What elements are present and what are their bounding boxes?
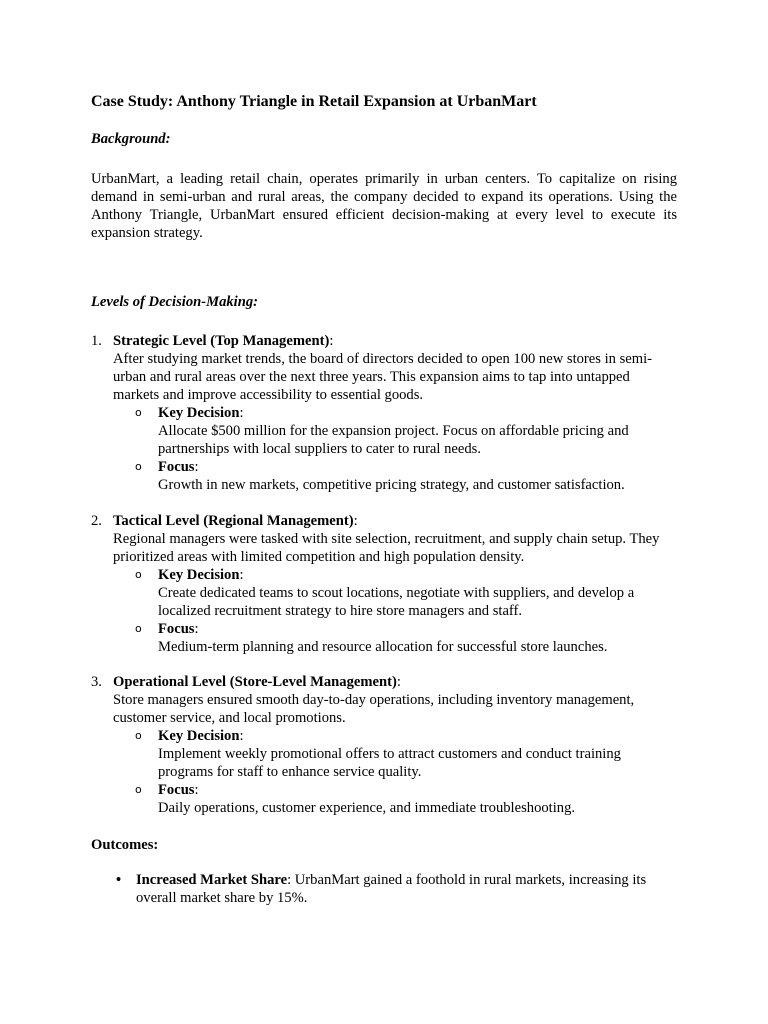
list-item xyxy=(116,871,677,907)
circle-bullet-icon: o xyxy=(135,622,142,635)
outcomes-list xyxy=(91,871,677,907)
circle-bullet-icon: o xyxy=(135,460,142,473)
level-title: Operational Level (Store-Level Management) xyxy=(113,674,397,690)
key-decision-text: Allocate $500 million for the expansion project. Focus on affordable pricing and partnerships with local suppliers to cater to rural needs. xyxy=(158,423,629,457)
focus-item: o Focus: Growth in new markets, competitive pricing strategy, and customer satisfaction. xyxy=(158,458,677,494)
key-decision-item: o Key Decision: Implement weekly promotional offers to attract customers and conduct training programs for staff to enhance service quality. xyxy=(158,727,677,781)
circle-bullet-icon: o xyxy=(135,783,142,796)
level-heading: Tactical Level (Regional Management): xyxy=(113,513,358,529)
outcome-text: : UrbanMart gained a foothold in rural markets, increasing its overall market share by 15%. xyxy=(136,872,647,906)
focus-label: Focus xyxy=(158,621,195,637)
key-decision-label: Key Decision xyxy=(158,567,240,583)
focus-item: o Focus: Daily operations, customer experience, and immediate troubleshooting. xyxy=(158,781,677,817)
key-decision-item: o Key Decision: Create dedicated teams to scout locations, negotiate with suppliers, and develop a localized recruitment strategy to hire store managers and staff. xyxy=(158,566,677,620)
focus-text: Growth in new markets, competitive pricing strategy, and customer satisfaction. xyxy=(158,477,625,493)
focus-label: Focus xyxy=(158,459,195,475)
bullet-dot-icon: • xyxy=(116,872,122,888)
focus-text: Daily operations, customer experience, and immediate troubleshooting. xyxy=(158,800,576,816)
circle-bullet-icon: o xyxy=(135,568,142,581)
circle-bullet-icon: o xyxy=(135,406,142,419)
level-description: After studying market trends, the board of directors decided to open 100 new stores in semi-urban and rural areas over the next three years. This expansion aims to tap into untapped markets and improve accessibility to essential goods. xyxy=(113,351,653,403)
outcomes-heading: Outcomes: xyxy=(91,837,159,853)
level-item-strategic xyxy=(91,332,677,494)
level-description: Regional managers were tasked with site selection, recruitment, and supply chain setup. They prioritized areas with limited competition and high population density. xyxy=(113,531,660,565)
key-decision-text: Implement weekly promotional offers to attract customers and conduct training programs for staff to enhance service quality. xyxy=(158,746,621,780)
level-title: Tactical Level (Regional Management) xyxy=(113,513,354,529)
levels-heading: Levels of Decision-Making: xyxy=(91,294,258,310)
level-heading: Operational Level (Store-Level Management): xyxy=(113,674,401,690)
level-item-operational xyxy=(91,673,677,817)
outcome-label: Increased Market Share xyxy=(136,872,288,888)
focus-label: Focus xyxy=(158,782,195,798)
level-number: 3. xyxy=(91,674,102,690)
level-title: Strategic Level (Top Management) xyxy=(113,333,330,349)
level-description: Store managers ensured smooth day-to-day operations, including inventory management, customer service, and local promotions. xyxy=(113,692,635,726)
background-heading: Background: xyxy=(91,131,171,147)
circle-bullet-icon: o xyxy=(135,729,142,742)
level-number: 1. xyxy=(91,333,102,349)
key-decision-item: o Key Decision: Allocate $500 million for the expansion project. Focus on affordable pricing and partnerships with local suppliers to cater to rural needs. xyxy=(158,404,677,458)
document-title: Case Study: Anthony Triangle in Retail Expansion at UrbanMart xyxy=(91,93,537,110)
key-decision-label: Key Decision xyxy=(158,728,240,744)
focus-text: Medium-term planning and resource allocation for successful store launches. xyxy=(158,639,608,655)
key-decision-label: Key Decision xyxy=(158,405,240,421)
level-item-tactical xyxy=(91,512,677,656)
background-paragraph: UrbanMart, a leading retail chain, operates primarily in urban centers. To capitalize on rising demand in semi-urban and rural areas, the company decided to expand its operations. Using the Anthony Triangle, UrbanMart ensured efficient decision-making at every level to execute its expansion strategy. xyxy=(91,171,677,241)
key-decision-text: Create dedicated teams to scout locations, negotiate with suppliers, and develop a localized recruitment strategy to hire store managers and staff. xyxy=(158,585,635,619)
focus-item: o Focus: Medium-term planning and resource allocation for successful store launches. xyxy=(158,620,677,656)
level-heading: Strategic Level (Top Management): xyxy=(113,333,334,349)
level-number: 2. xyxy=(91,513,102,529)
